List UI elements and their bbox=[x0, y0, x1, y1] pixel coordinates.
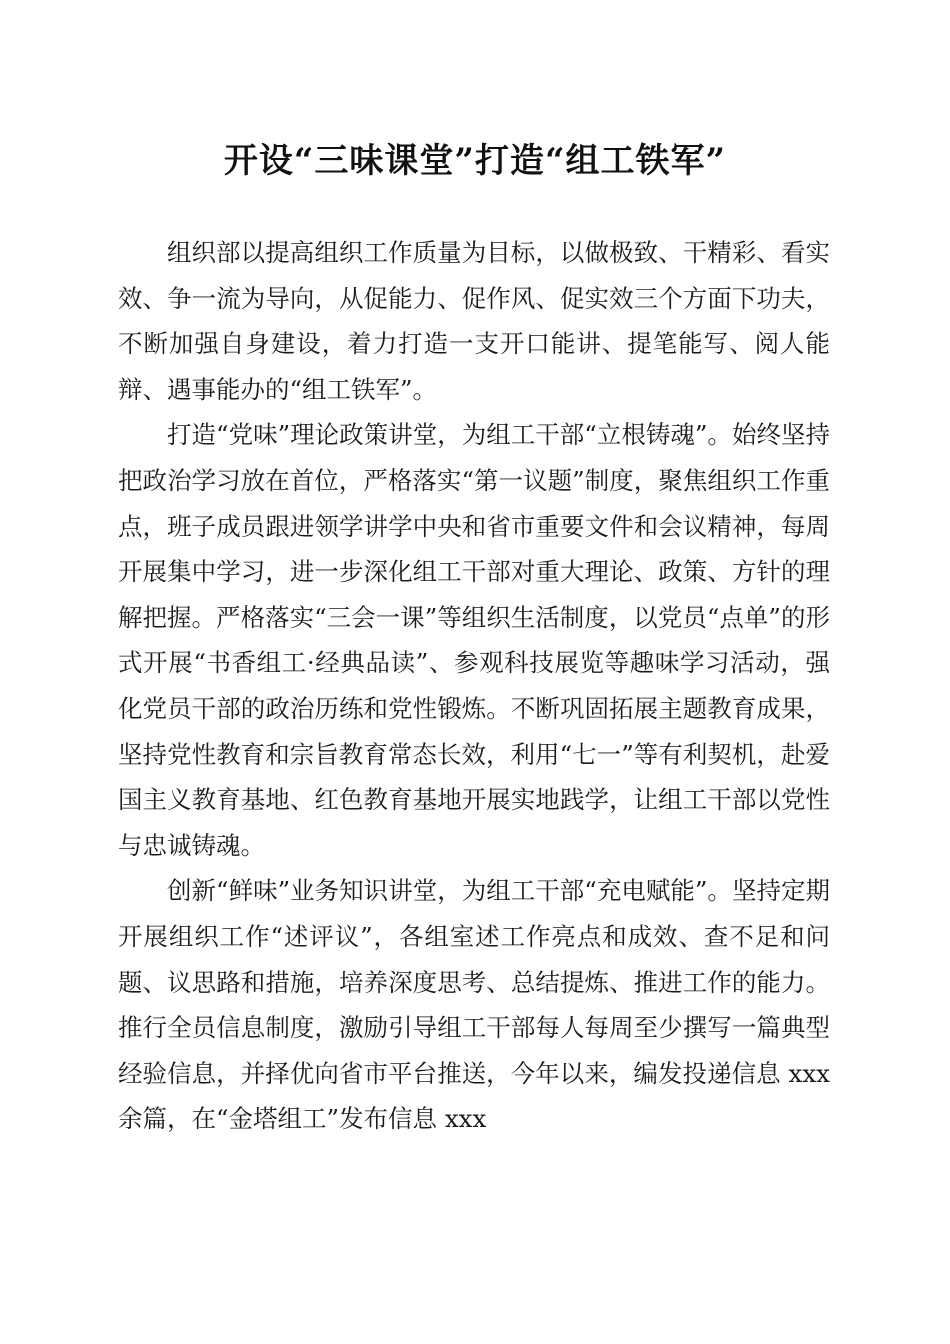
paragraph-business-knowledge-class: 创新“鲜味”业务知识讲堂，为组工干部“充电赋能”。坚持定期开展组织工作“述评议”，各组室述工作亮点和成效、查不足和问题、议思路和措施，培养深度思考、总结提炼、推进工作的能力。推行全员信息制度，激励引导组工干部每人每周至少撰写一篇典型经验信息，并择优向省市平台推送，今年以来，编发投递信息 xxx 余篇，在“金塔组工”发布信息 xxx bbox=[118, 876, 830, 1134]
paragraph-party-theory-class: 打造“党味”理论政策讲堂，为组工干部“立根铸魂”。始终坚持把政治学习放在首位，严格落实“第一议题”制度，聚焦组织工作重点，班子成员跟进领学讲学中央和省市重要文件和会议精神，每周开展集中学习，进一步深化组工干部对重大理论、政策、方针的理解把握。严格落实“三会一课”等组织生活制度，以党员“点单”的形式开展“书香组工·经典品读”、参观科技展览等趣味学习活动，强化党员干部的政治历练和党性锻炼。不断巩固拓展主题教育成果，坚持党性教育和宗旨教育常态长效，利用“七一”等有利契机，赴爱国主义教育基地、红色教育基地开展实地践学，让组工干部以党性与忠诚铸魂。 bbox=[118, 420, 830, 860]
document-title: 开设“三味课堂”打造“组工铁军” bbox=[223, 141, 727, 181]
document-body bbox=[118, 230, 830, 1142]
paragraph-intro: 组织部以提高组织工作质量为目标，以做极致、干精彩、看实效、争一流为导向，从促能力、促作风、促实效三个方面下功夫，不断加强自身建设，着力打造一支开口能讲、提笔能写、阅人能辩、遇事能办的“组工铁军”。 bbox=[118, 238, 830, 404]
